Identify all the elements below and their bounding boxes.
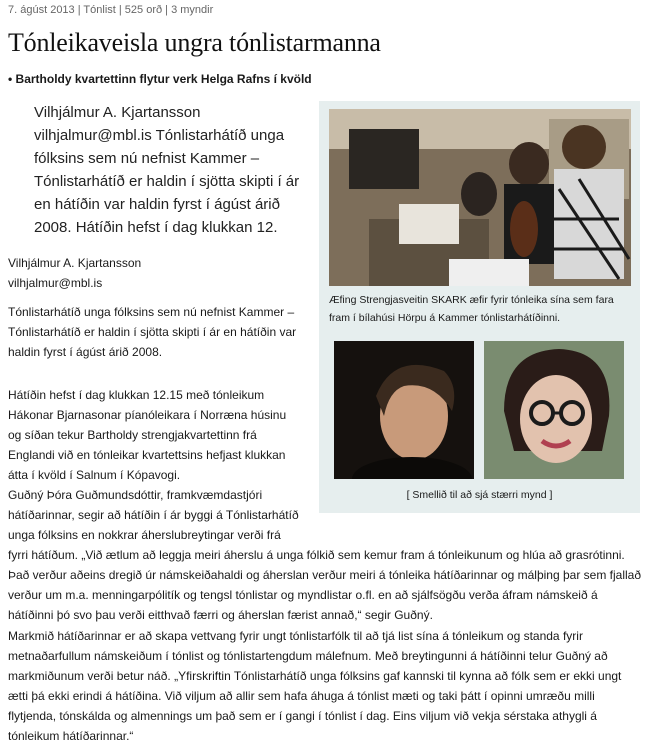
- paragraph-3-start: Guðný Þóra Guðmundsdóttir, framkvæmdastjóri hátíðarinnar, segir að hátíðin í ár byggi á Tónlistarhátíð unga fólksins en nokkrar áherslubreytingar verði frá: [8, 488, 299, 542]
- organizer-portrait-woman[interactable]: [484, 341, 624, 479]
- author-name: Vilhjálmur A. Kjartansson: [8, 256, 142, 270]
- musician-portrait-man[interactable]: [334, 341, 474, 479]
- photo-caption: Æfing Strengjasveitin SKARK æfir fyrir tónleika sína sem fara fram í bílahúsi Hörpu á Kammer tónlistarhátíðinni.: [329, 294, 614, 324]
- paragraph-3-end: fyrri hátíðum. „Við ætlum að leggja meiri áherslu á unga fólkið sem kemur fram á tónleikunum og hlúa að grasrótinni. Það verður aðeins dregið úr námskeiðahaldi og áherslan verður meiri á tónleika hátíðarinnar og málþing þar sem fjallað verður um m.a. menningarpólitík og tengsl tónlistar og myndlistar o.fl. en að sjálfsögðu verða áfram námskeið á hátíðinni þó svo þau verði eitthvað færri og áherslan færist annað,“ segir Guðný.: [8, 548, 642, 622]
- article-subhead: • Bartholdy kvartettinn flytur verk Helga Rafns í kvöld: [8, 72, 312, 86]
- author-block: [8, 253, 300, 293]
- paragraph-2: Hátíðin hefst í dag klukkan 12.15 með tónleikum Hákonar Bjarnasonar píanóleikara í Norræna húsinu og síðan tekur Bartholdy strengjakvartettinn frá Englandi við en tónleikar kvartettsins hefjast klukkan átta í kvöld í Salnum í Kópavogi.: [8, 388, 287, 482]
- paragraph-4: Markmið hátíðarinnar er að skapa vettvang fyrir ungt tónlistarfólk til að tjá list sína á tónleikum og standa fyrir metnaðarfullum námskeiðum í tónlist og tónlistartengdum málefnum. Með breytingunni á hátíðinni telur Guðný að markmiðunum verði betur náð. „Yfirskriftin Tónlistarhátíð unga fólksins gaf kannski til kynna að fólk sem er ekki ungt ætti þá ekki erindi á hátíðina. Við viljum að allir sem hafa áhuga á tónlist mæti og taki þátt í opinni umræðu milli flytjenda, tónskálda og almennings um það sem er í gangi í tónlist í dag. Eins viljum við vekja sérstaka athygli á tónleikum hátíðarinnar.“: [8, 629, 622, 743]
- photo-sidebar: [319, 101, 640, 513]
- author-email: vilhjalmur@mbl.is: [8, 276, 103, 290]
- paragraph-1: Tónlistarhátíð unga fólksins sem nú nefnist Kammer – Tónlistarhátíð er haldin í sjötta skipti í ár en hátíðin var haldin fyrst í ágúst árið 2008.: [8, 305, 297, 359]
- enlarge-image-link[interactable]: [ Smellið til að sjá stærri mynd ]: [406, 489, 553, 501]
- rehearsal-photo[interactable]: [329, 109, 631, 286]
- article-headline: Tónleikaveisla ungra tónlistarmanna: [8, 28, 381, 57]
- lead-paragraph: Vilhjálmur A. Kjartansson vilhjalmur@mbl.is Tónlistarhátíð unga fólksins sem nú nefnist Kammer – Tónlistarhátíð er haldin í sjötta skipti í ár en hátíðin var haldin fyrst í ágúst árið 2008. Hátíðin hefst í dag klukkan 12.: [34, 104, 300, 236]
- article-meta: 7. ágúst 2013 | Tónlist | 525 orð | 3 myndir: [8, 4, 214, 16]
